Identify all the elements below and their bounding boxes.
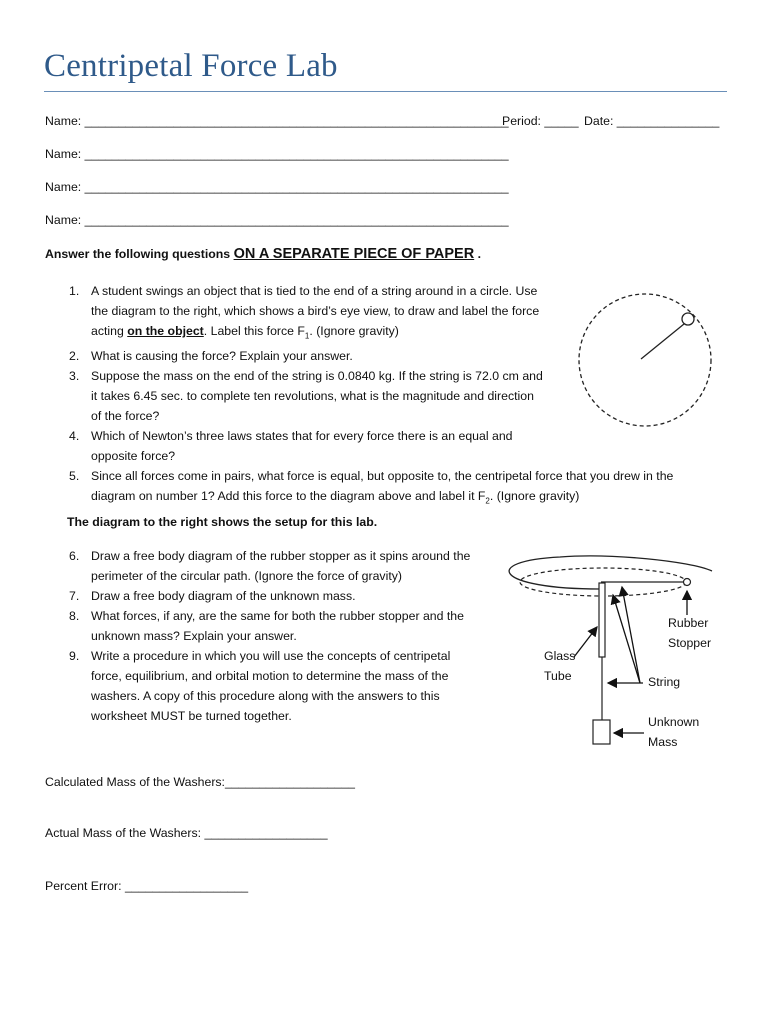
question-6 — [45, 546, 495, 586]
birds-eye-diagram — [575, 290, 735, 430]
question-emphasis: on the object — [127, 324, 204, 338]
hand-path — [509, 556, 712, 589]
actual-mass-field[interactable]: Actual Mass of the Washers: __________________ — [45, 826, 328, 840]
question-number: 3. — [69, 369, 80, 384]
question-text: of the force? — [91, 409, 160, 424]
question-number: 7. — [69, 589, 80, 603]
name-field-3[interactable]: Name: ______________________________________________________________ — [45, 180, 509, 194]
label-unknown: Unknown — [648, 715, 700, 729]
question-text: Which of Newton’s three laws states that for every force there is an equal and — [91, 429, 513, 444]
question-4 — [45, 426, 725, 466]
instructions-emphasis: ON A SEPARATE PIECE OF PAPER — [233, 246, 475, 262]
question-text: A student swings an object that is tied to the end of a string around in a circle. Use — [91, 284, 538, 298]
question-text-part: . Label this force F — [203, 324, 305, 338]
question-text — [91, 486, 725, 511]
question-text: worksheet MUST be turned together. — [91, 709, 292, 723]
label-mass: Mass — [648, 735, 678, 749]
label-tube: Tube — [544, 669, 572, 683]
period-field[interactable]: Period: _____ — [502, 114, 579, 128]
question-text: Suppose the mass on the end of the string is 0.0840 kg. If the string is 72.0 cm and — [91, 369, 543, 384]
question-text: Draw a free body diagram of the rubber stopper as it spins around the — [91, 549, 471, 563]
title-underline — [44, 91, 727, 92]
instructions — [45, 246, 481, 262]
question-text-part: diagram on number 1? Add this force to the diagram above and label it F — [91, 489, 486, 504]
question-text: force, equilibrium, and orbital motion to determine the mass of the — [91, 669, 449, 683]
question-list-2 — [45, 546, 495, 726]
question-text: What is causing the force? Explain your answer. — [91, 349, 353, 364]
instructions-prefix: Answer the following questions — [45, 247, 231, 261]
calculated-mass-field[interactable]: Calculated Mass of the Washers:___________________ — [45, 775, 355, 789]
glass-tube — [599, 583, 605, 657]
question-number: 4. — [69, 429, 80, 444]
question-text: it takes 6.45 sec. to complete ten revolutions, what is the magnitude and direction — [91, 389, 534, 404]
question-text: unknown mass? Explain your answer. — [91, 629, 297, 643]
name-field-2[interactable]: Name: ______________________________________________________________ — [45, 147, 509, 161]
question-8 — [45, 606, 495, 646]
unknown-mass — [593, 720, 610, 744]
question-number: 9. — [69, 649, 80, 663]
page-title: Centripetal Force Lab — [44, 48, 338, 84]
question-text: Draw a free body diagram of the unknown mass. — [91, 589, 356, 603]
question-number: 2. — [69, 349, 80, 364]
question-text: What forces, if any, are the same for both the rubber stopper and the — [91, 609, 464, 623]
label-rubber: Rubber — [668, 616, 709, 630]
subscript: 2 — [485, 496, 490, 506]
object-ball — [682, 313, 694, 325]
question-text: opposite force? — [91, 449, 176, 464]
question-text: Since all forces come in pairs, what force is equal, but opposite to, the centripetal force that you drew in the — [91, 469, 674, 484]
label-string: String — [648, 675, 681, 689]
question-number: 8. — [69, 609, 80, 623]
question-number: 5. — [69, 469, 80, 484]
subscript: 1 — [304, 331, 310, 341]
instructions-suffix: . — [477, 247, 482, 261]
question-text-part: . (Ignore gravity) — [489, 489, 580, 504]
name-field-4[interactable]: Name: ______________________________________________________________ — [45, 213, 509, 227]
lab-setup-diagram — [500, 545, 730, 760]
question-5 — [45, 466, 725, 511]
question-9 — [45, 646, 495, 726]
question-text: the diagram to the right, which shows a bird’s eye view, to draw and label the force — [91, 304, 540, 318]
question-text: Write a procedure in which you will use the concepts of centripetal — [91, 649, 451, 663]
label-glass: Glass — [544, 649, 576, 663]
tube-arrow — [574, 627, 597, 657]
question-text: perimeter of the circular path. (Ignore the force of gravity) — [91, 569, 402, 583]
rubber-stopper — [684, 579, 691, 586]
setup-heading: The diagram to the right shows the setup for this lab. — [67, 515, 378, 529]
question-7 — [45, 586, 495, 606]
question-number: 1. — [69, 284, 80, 298]
percent-error-field[interactable]: Percent Error: __________________ — [45, 879, 249, 893]
label-stopper: Stopper — [668, 636, 712, 650]
question-text: washers. A copy of this procedure along with the answers to this — [91, 689, 440, 703]
question-text-part: . (Ignore gravity) — [309, 324, 399, 338]
string-line — [641, 324, 684, 359]
question-number: 6. — [69, 549, 80, 563]
question-text-part: acting — [91, 324, 124, 338]
name-field-1[interactable]: Name: ______________________________________________________________ — [45, 114, 509, 128]
date-field[interactable]: Date: _______________ — [584, 114, 720, 128]
